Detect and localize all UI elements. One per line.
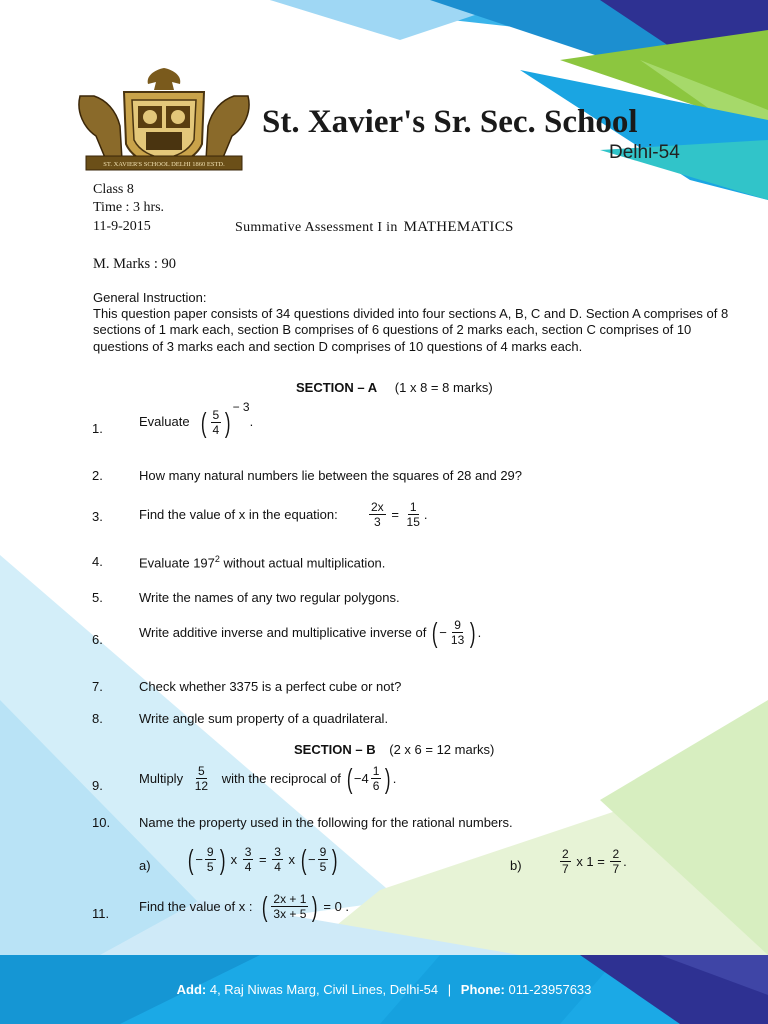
q10a-n1: 9 bbox=[206, 845, 214, 859]
q9-number: 9. bbox=[92, 778, 103, 793]
q10a-n3: 3 bbox=[274, 845, 281, 859]
section-b-name: SECTION – B bbox=[294, 742, 376, 757]
q11-expression: ( $\frac{2x + 1}{3x + 5}$ ) bbox=[261, 890, 318, 922]
q5-number: 5. bbox=[92, 590, 103, 605]
q10b-d1: 7 bbox=[562, 862, 569, 876]
q7-number: 7. bbox=[92, 679, 103, 694]
q9-tail: . bbox=[392, 771, 397, 786]
q9-numerator: 5 bbox=[198, 764, 205, 778]
q10a-d2: 4 bbox=[244, 860, 252, 874]
section-a-name: SECTION – A bbox=[296, 380, 378, 395]
q11-denominator: 3x + 5 bbox=[273, 907, 307, 921]
footer-separator: | bbox=[447, 982, 452, 997]
q10a-expression: ( − $\frac{9}{5}$ ) x $\frac{3}{4}$ = $\frac{3}{4}$ x ( − $\frac{9}{5}$ ) bbox=[187, 843, 338, 875]
q3-right-denominator: 15 bbox=[406, 515, 420, 529]
section-b-heading bbox=[294, 742, 494, 757]
q9-text bbox=[139, 764, 396, 793]
school-crest-logo bbox=[76, 66, 252, 172]
q6-numerator: 9 bbox=[454, 618, 461, 632]
section-b-marks: (2 x 6 = 12 marks) bbox=[389, 742, 495, 757]
q3-prompt: Find the value of x in the equation: bbox=[139, 507, 338, 522]
footer-contact bbox=[0, 982, 768, 997]
section-a-marks: (1 x 8 = 8 marks) bbox=[394, 380, 493, 395]
school-name: St. Xavier's Sr. Sec. School bbox=[262, 104, 638, 140]
exam-title bbox=[235, 219, 514, 236]
q9-denominator: 12 bbox=[194, 779, 209, 793]
exam-subject: MATHEMATICS bbox=[403, 219, 514, 235]
general-instructions bbox=[93, 290, 733, 355]
q6-prompt: Write additive inverse and multiplicative inverse of bbox=[139, 625, 427, 640]
q10a-label: a) bbox=[139, 858, 151, 873]
q1-prompt: Evaluate bbox=[139, 413, 190, 429]
q3-text bbox=[139, 500, 428, 529]
q11-number: 11. bbox=[92, 906, 110, 921]
q10a-equals: = bbox=[259, 852, 267, 867]
q4-text bbox=[139, 554, 385, 570]
q10b-n1: 2 bbox=[562, 847, 569, 861]
q9-expression: ( −4 $\frac{1}{6}$ ) bbox=[346, 762, 391, 794]
q10a-d1: 5 bbox=[206, 860, 214, 874]
q6-tail: . bbox=[477, 625, 482, 640]
q6-text bbox=[139, 618, 481, 647]
q10b-d2: 7 bbox=[612, 862, 620, 876]
class-label: Class 8 bbox=[93, 182, 134, 197]
q9-frac-numerator: 1 bbox=[372, 764, 380, 778]
q10b-n2: 2 bbox=[612, 847, 620, 861]
exam-title-text: Summative Assessment I in bbox=[235, 220, 398, 235]
q5-text: Write the names of any two regular polygons. bbox=[139, 590, 400, 605]
q10a-times-2: x bbox=[288, 852, 296, 867]
q3-left-denominator: 3 bbox=[374, 515, 381, 529]
q11-text bbox=[139, 892, 349, 921]
q10b-expression bbox=[558, 847, 627, 876]
q1-tail: . bbox=[249, 413, 254, 429]
q6-expression: ( − $\frac{9}{13}$ ) bbox=[431, 616, 476, 648]
q9-frac-denominator: 6 bbox=[372, 779, 380, 793]
q10b-tail: . bbox=[623, 854, 627, 869]
q10-text: Name the property used in the following for the rational numbers. bbox=[139, 815, 513, 830]
q1-expression: ( $\frac{5}{4}$ ) bbox=[201, 406, 231, 438]
q11-numerator: 2x + 1 bbox=[273, 892, 307, 906]
q1-exponent: − 3 bbox=[232, 399, 250, 414]
q10a-times-1: x bbox=[230, 852, 238, 867]
q2-number: 2. bbox=[92, 468, 103, 483]
q10a-sign-2: − bbox=[307, 852, 316, 867]
q4-text-a: Evaluate 197 bbox=[139, 555, 215, 571]
footer-phone: 011-23957633 bbox=[508, 982, 592, 997]
exam-date: 11-9-2015 bbox=[93, 219, 151, 234]
max-marks: M. Marks : 90 bbox=[93, 256, 176, 272]
q4-number: 4. bbox=[92, 554, 103, 569]
q3-left-numerator: 2x bbox=[371, 500, 384, 514]
instructions-heading: General Instruction: bbox=[93, 290, 207, 305]
q7-text: Check whether 3375 is a perfect cube or not? bbox=[139, 679, 402, 694]
footer-phone-label: Phone: bbox=[460, 982, 505, 997]
q10-number: 10. bbox=[92, 815, 111, 830]
q6-denominator: 13 bbox=[450, 633, 465, 647]
section-a-heading bbox=[296, 380, 493, 395]
q10a-sign-1: − bbox=[195, 852, 203, 867]
footer-add-label: Add: bbox=[176, 982, 207, 997]
footer-address: 4, Raj Niwas Marg, Civil Lines, Delhi-54 bbox=[209, 982, 439, 997]
q11-prompt: Find the value of x : bbox=[139, 899, 253, 914]
q6-number: 6. bbox=[92, 632, 103, 647]
q1-text bbox=[139, 399, 254, 438]
q10b-label: b) bbox=[510, 858, 522, 873]
q10a-n2: 3 bbox=[244, 845, 252, 859]
svg-text:ST. XAVIER'S SCHOOL DELHI 1860: ST. XAVIER'S SCHOOL DELHI 1860 ESTD. bbox=[103, 161, 225, 168]
q9-whole: −4 bbox=[353, 771, 369, 786]
q10b-middle: x 1 = bbox=[576, 854, 605, 869]
q8-number: 8. bbox=[92, 711, 103, 726]
q11-tail: = 0 . bbox=[323, 899, 350, 914]
q1-number: 1. bbox=[92, 421, 103, 436]
q10a-d3: 4 bbox=[274, 860, 281, 874]
q3-right-numerator: 1 bbox=[409, 500, 417, 514]
q4-superscript: 2 bbox=[214, 554, 220, 564]
q1-numerator: 5 bbox=[212, 408, 220, 422]
time-label: Time : 3 hrs. bbox=[93, 200, 165, 215]
q9-text-b: with the reciprocal of bbox=[221, 771, 341, 786]
q4-text-b: without actual multiplication. bbox=[219, 555, 386, 571]
school-city: Delhi-54 bbox=[609, 142, 680, 163]
q2-text: How many natural numbers lie between the squares of 28 and 29? bbox=[139, 468, 523, 483]
q10a-d4: 5 bbox=[319, 860, 327, 874]
q3-number: 3. bbox=[92, 509, 103, 524]
q9-text-a: Multiply bbox=[139, 771, 184, 786]
q8-text: Write angle sum property of a quadrilateral. bbox=[139, 711, 389, 726]
q3-tail: . bbox=[423, 507, 428, 522]
instructions-body: This question paper consists of 34 questions divided into four sections A, B, C and D. Section A comprises of 8 sections of 1 mark each, section B comprises of 6 questions of 2 marks each, section C comprises of 10 questions of 3 marks each and section D comprises of 10 questions of 4 marks each. bbox=[93, 306, 729, 354]
q3-equals: = bbox=[391, 507, 399, 522]
q10a-n4: 9 bbox=[319, 845, 327, 859]
q6-sign: − bbox=[439, 625, 447, 640]
q1-denominator: 4 bbox=[212, 423, 220, 437]
